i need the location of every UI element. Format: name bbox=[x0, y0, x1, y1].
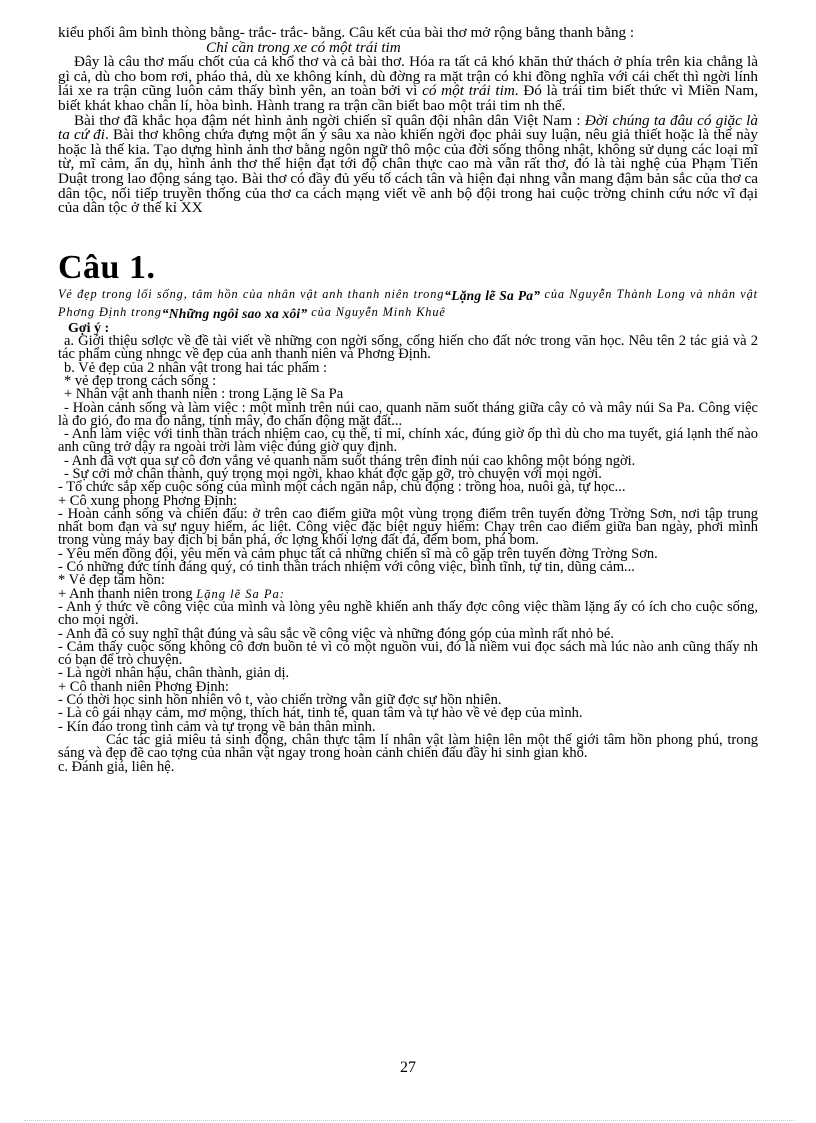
text-line: - Anh làm việc với tinh thần trách nhiệm cao, cụ thể, tỉ mỉ, chính xác, đúng giờ ốp thì dù cho ma tuyết, giá lạnh thế nào anh cũng trở dậy ra ngoài trời làm việc đúng giờ quy định. bbox=[58, 426, 758, 456]
hint-label: Gợi ý : bbox=[68, 320, 110, 336]
text-line: - Hoàn cảnh sống và làm việc : một mình trên núi cao, quanh năm suốt tháng giữa cây cỏ và mây núi Sa Pa. Công việc là đo gió, đo ma đo nắng, tính mây, đo chấn động mặt đất... bbox=[58, 399, 758, 429]
closing-paragraph: Các tác giả miêu tả sinh động, chân thực tâm lí nhân vật làm hiện lên một thế giới tâm hồn phong phú, trong sáng và đẹp đẽ cao tợng của nhân vật ngay trong hoàn cảnh chiến đấu đầy hi sinh gian khổ. bbox=[58, 731, 758, 762]
text-line: + Cô thanh niên Phơng Định: bbox=[58, 678, 229, 695]
text-line: c. Đánh giá, liên hệ. bbox=[58, 758, 175, 775]
page-number: 27 bbox=[400, 1059, 416, 1076]
text-line: + Nhân vật anh thanh niên : trong Lặng lẽ Sa Pa bbox=[64, 386, 344, 403]
text-line: - Anh đã có suy nghĩ thật đúng và sâu sắc về công việc và những đóng góp của mình rất nhỏ bé. bbox=[58, 625, 614, 642]
text-line: - Có những đức tính đáng quý, có tinh thần trách nhiệm với công việc, bình tĩnh, tự tin, dũng cảm... bbox=[58, 559, 635, 576]
question-subtitle: Vẻ đẹp trong lối sống, tâm hồn của nhân vật anh thanh niên trong“Lặng lẽ Sa Pa” của Nguyễn Thành Long và nhân vật Phơng Định trong“Những ngôi sao xa xôi” của Nguyễn Minh Khuê bbox=[58, 286, 758, 321]
text-line: - Hoàn cảnh sống và chiến đấu: ở trên cao điểm giữa một vùng trọng điểm trên tuyến đờng Trờng Sơn, nơi tập trung nhất bom đạn và sự nguy hiểm, ác liệt. Công việc đặc biệt nguy hiểm: Chạy trên cao điểm giữa ban ngày, phơi mình trong vùng máy bay địch bị bắn phá, ớc lợng khối lợng đất đá, đếm bom, phá bom. bbox=[58, 505, 758, 549]
section-heading: Câu 1. bbox=[58, 248, 156, 286]
paragraph: kiểu phối âm bình thòng bằng- trắc- trắc- bằng. Câu kết của bài thơ mở rộng bằng thanh bằng : bbox=[58, 24, 635, 41]
text-line: - Yêu mến đồng đội, yêu mến và cảm phục tất cả những chiến sĩ mà cô gặp trên tuyến đờng Trờng Sơn. bbox=[58, 545, 658, 562]
text-line: - Tổ chức sắp xếp cuộc sống của mình một cách ngăn nắp, chủ động : trồng hoa, nuôi gà, tự học... bbox=[58, 479, 626, 496]
text-line: - Anh ý thức về công việc của mình và lòng yêu nghề khiến anh thấy đợc công việc thầm lặng ấy có ích cho cuộc sống, cho mọi ngời. bbox=[58, 598, 758, 629]
text-line: - Là cô gái nhạy cảm, mơ mộng, thích hát, tinh tế, quan tâm và tự hào về vẻ đẹp của mình. bbox=[58, 705, 583, 722]
page-edge-divider bbox=[24, 1120, 794, 1122]
text-line: + Anh thanh niên trong Lặng lẽ Sa Pa: bbox=[58, 585, 285, 602]
paragraph: Đây là câu thơ mấu chốt của cả khổ thơ và cả bài thơ. Hóa ra tất cả khó khăn thử thách ở phía trên kia chẳng là gì cả, dù cho bom rơi, pháo thả, dù xe không kính, dù đờng ra mặt trận có khi đồng nghĩa với cái chết thì ngời lính lái xe ra trận cũng luôn cảm thấy bình yên, an toàn bởi vì có một trái tim. Đó là trái tim biết thức vì Miền Nam, biết khát khao chân lí, hòa bình. Hành trang ra trận cần biết bao một trái tim nh thế. bbox=[58, 53, 759, 114]
text-line: - Là ngời nhân hậu, chân thành, giản dị. bbox=[58, 665, 290, 682]
text-line: - Anh đã vợt qua sự cô đơn vắng vẻ quanh năm suốt tháng trên đỉnh núi cao không một bóng ngời. bbox=[64, 452, 636, 469]
text-line: - Sự cởi mở chân thành, quý trọng mọi ngời, khao khát đợc gặp gỡ, trò chuyện với mọi ngời. bbox=[64, 465, 602, 482]
text-line: - Kín đáo trong tình cảm và tự trọng về bản thân mình. bbox=[58, 718, 376, 735]
text-line: b. Vẻ đẹp của 2 nhân vật trong hai tác phẩm : bbox=[64, 359, 328, 376]
text-line: - Cảm thấy cuộc sống không cô đơn buồn tẻ vì có một nguồn vui, đó là niềm vui đọc sách mà lúc nào anh cũng thấy nh có bạn để trò chuyện. bbox=[58, 638, 758, 669]
text-line: * vẻ đẹp trong cách sống : bbox=[64, 372, 217, 389]
document-page bbox=[58, 26, 758, 774]
paragraph: Bài thơ đã khắc họa đậm nét hình ảnh ngời chiến sĩ quân đội nhân dân Việt Nam : Đời chúng ta đâu có giặc là ta cứ đi. Bài thơ không chứa đựng một ẩn ý sâu xa nào khiến ngời đọc phải suy luận, nêu giả thiết hoặc là thế này hoặc là thế kia. Tạo dựng hình ảnh thơ bằng ngôn ngữ thô mộc của đời sống thông nhật, không sử dụng các loại mĩ từ, mĩ cảm, ẩn dụ, hình ảnh thơ thể hiện đạt tới độ chân thực cao mà vẫn rất thơ, đó là tài nghệ của Phạm Tiến Duật trong lao động sáng tạo. Bài thơ có đầy đủ yếu tố cách tân và hiện đại nhng vẫn mang đậm bản sắc của thơ ca dân tộc, nối tiếp truyền thống của thơ ca cách mạng viết về anh bộ đội trong hai cuộc trờng chinh cứu nớc vĩ đại của dân tộc ở thế kỉ XX bbox=[58, 111, 758, 217]
text-line: * Vẻ đẹp tâm hồn: bbox=[58, 572, 165, 589]
text-line: a. Giới thiệu sơlợc về đề tài viết về những con ngời sống, cống hiến cho đất nớc trong văn học. Nêu tên 2 tác giả và 2 tác phẩm cùng nhngc về đẹp của anh thanh niên và Phơng Định. bbox=[58, 333, 758, 363]
text-line: - Có thời học sinh hồn nhiên vô t, vào chiến trờng vẫn giữ đợc sự hồn nhiên. bbox=[58, 692, 502, 709]
text-line: + Cô xung phong Phơng Định: bbox=[58, 492, 237, 509]
poem-quote: Chỉ cần trong xe có một trái tim bbox=[206, 38, 401, 56]
